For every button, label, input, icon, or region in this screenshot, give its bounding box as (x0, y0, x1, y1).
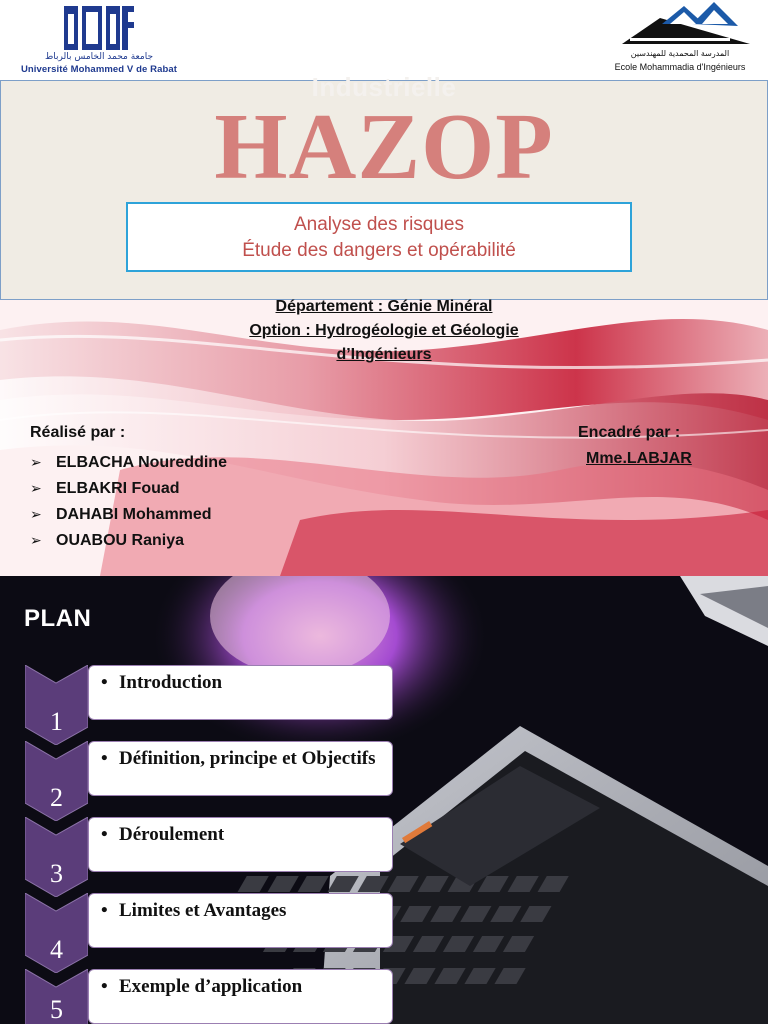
supervisor-block (578, 424, 758, 468)
department-line: Département : Génie Minéral (275, 298, 493, 315)
department-info (0, 295, 768, 367)
author-name: ELBAKRI Fouad (56, 480, 180, 497)
plan-slide (0, 576, 768, 1024)
arrow-bullet-icon: ➢ (30, 533, 42, 549)
arrow-bullet-icon: ➢ (30, 507, 42, 523)
step-label: Exemple d’application (119, 976, 303, 997)
plan-step (25, 969, 395, 1024)
university-emblem-icon (8, 2, 190, 52)
step-card (88, 665, 393, 720)
subtitle-line-1: Analyse des risques (293, 214, 465, 235)
author-name: DAHABI Mohammed (56, 506, 212, 523)
step-card (88, 969, 393, 1024)
plan-title: PLAN (24, 605, 92, 632)
step-label: Définition, principe et Objectifs (119, 748, 376, 769)
university-name: Université Mohammed V de Rabat (20, 64, 178, 75)
option-line-1: Option : Hydrogéologie et Géologie (249, 322, 519, 339)
step-label: Limites et Avantages (119, 900, 287, 921)
step-number: 5 (50, 995, 63, 1024)
step-number: 2 (50, 783, 63, 812)
step-label: Introduction (119, 672, 223, 693)
subtitle-line-2: Étude des dangers et opérabilité (242, 240, 516, 261)
author-item (30, 528, 330, 554)
author-item (30, 476, 330, 502)
step-bullet: • (101, 748, 108, 769)
school-name: Ecole Mohammadia d'Ingénieurs (614, 62, 746, 72)
plan-step (25, 817, 395, 887)
step-number: 3 (50, 859, 63, 888)
school-logo (600, 0, 760, 78)
step-card (88, 817, 393, 872)
arrow-bullet-icon: ➢ (30, 481, 42, 497)
author-name: ELBACHA Noureddine (56, 454, 227, 471)
plan-step (25, 893, 395, 963)
step-bullet: • (101, 976, 108, 997)
authors-block (30, 424, 330, 554)
authors-label: Réalisé par : (30, 424, 126, 441)
main-title: HAZOP (214, 95, 554, 199)
step-card (88, 741, 393, 796)
step-bullet: • (101, 672, 108, 693)
plan-step (25, 741, 395, 811)
step-bullet: • (101, 900, 108, 921)
step-card (88, 893, 393, 948)
school-emblem-icon (600, 0, 760, 48)
author-name: OUABOU Raniya (56, 532, 185, 549)
author-item (30, 450, 330, 476)
supervisor-label: Encadré par : (578, 424, 681, 441)
ghost-title: Industrielle (311, 72, 457, 102)
step-number: 1 (50, 707, 63, 736)
option-line-2: d’Ingénieurs (336, 346, 432, 363)
university-arabic-name: جامعة محمد الخامس بالرباط (44, 52, 154, 62)
subtitle-box (126, 202, 632, 272)
step-bullet: • (101, 824, 108, 845)
school-arabic-name: المدرسة المحمدية للمهندسين (630, 49, 730, 58)
author-item (30, 502, 330, 528)
university-logo (8, 2, 190, 78)
arrow-bullet-icon: ➢ (30, 455, 42, 471)
step-number: 4 (50, 935, 63, 964)
supervisor-name: Mme.LABJAR (586, 450, 692, 467)
plan-step (25, 665, 395, 735)
step-label: Déroulement (119, 824, 225, 845)
